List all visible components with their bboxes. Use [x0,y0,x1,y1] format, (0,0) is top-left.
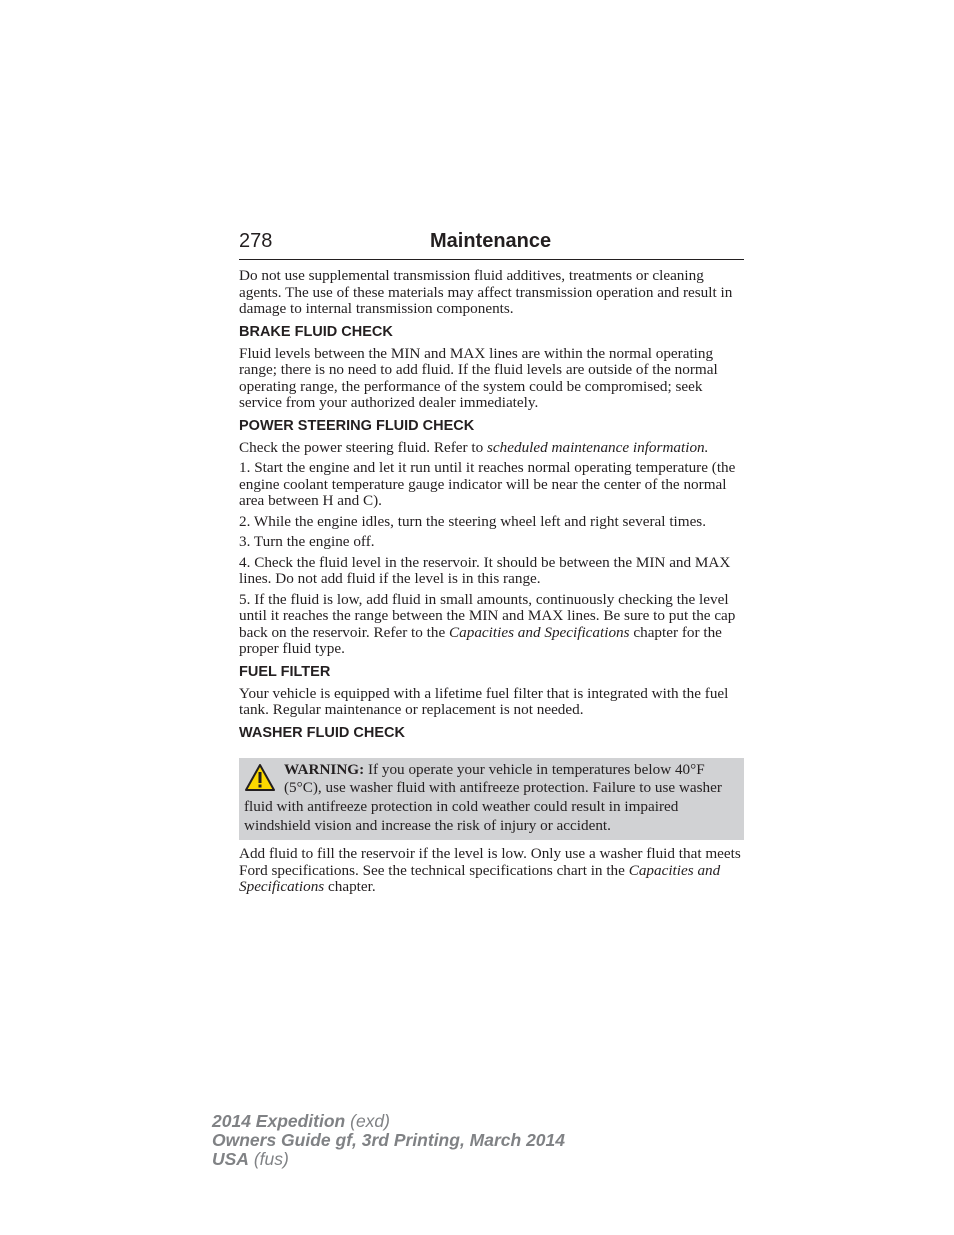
warning-box [239,758,744,841]
step-5-tail: chapter for the proper fluid type. [239,623,722,657]
step-4: 4. Check the fluid level in the reservoir. It should be between the MIN and MAX lines. Do not add fluid if the level is in this range. [239,553,731,587]
washer-fluid-paragraph [239,846,744,896]
footer-line-1 [212,1112,565,1131]
washer-capacities-link: Capacities and Specifications [239,861,721,896]
warning-label: WARNING: [284,760,365,778]
footer-line-3 [212,1150,565,1169]
footer-region-code: (fus) [253,1149,289,1169]
page-content [239,268,744,896]
capacities-link: Capacities and Specifications [449,623,630,641]
warning-triangle-icon [244,763,276,793]
step-1: 1. Start the engine and let it run until it reaches normal operating temperature (the engine coolant temperature gauge indicator will be near the center of the normal area between H and C). [239,459,736,509]
power-steering-heading: POWER STEERING FLUID CHECK [239,417,475,434]
section-title: Maintenance [430,230,552,252]
footer-model: 2014 Expedition [212,1111,346,1131]
washer-fluid-text: Add fluid to fill the reservoir if the level is low. Only use a washer fluid that meets Ford specifications. See the technical specifications chart in the [239,845,741,879]
fuel-filter-paragraph: Your vehicle is equipped with a lifetime fuel filter that is integrated with the fuel tank. Regular maintenance or replacement is not needed. [239,684,729,718]
footer-guide: Owners Guide gf, 3rd Printing, March 2014 [212,1130,565,1150]
power-steering-intro [239,440,744,457]
document-footer [212,1112,565,1169]
washer-fluid-tail: chapter. [328,878,376,896]
step-3: 3. Turn the engine off. [239,533,375,550]
footer-line-2 [212,1131,565,1150]
fuel-filter-heading: FUEL FILTER [239,663,331,680]
step-5-text: 5. If the fluid is low, add fluid in small amounts, continuously checking the level until it reaches the range between the MIN and MAX lines. Be sure to put the cap back on the reservoir. Refer to the [239,590,736,641]
intro-paragraph: Do not use supplemental transmission fluid additives, treatments or cleaning agents. The use of these materials may affect transmission operation and result in damage to internal transmission components. [239,267,733,317]
warning-text [244,761,737,836]
step-2: 2. While the engine idles, turn the steering wheel left and right several times. [239,512,707,530]
washer-fluid-heading: WASHER FLUID CHECK [239,724,405,741]
warning-body: If you operate your vehicle in temperatures below 40°F (5°C), use washer fluid with antifreeze protection. Failure to use washer fluid with antifreeze protection in cold weather could result in impaired windshield vision and increase the risk of injury or accident. [244,760,722,834]
scheduled-maintenance-link: scheduled maintenance information. [486,438,709,456]
page-header [239,229,744,260]
brake-fluid-heading: BRAKE FLUID CHECK [239,323,393,340]
footer-region: USA [212,1149,249,1169]
page-number: 278 [239,230,273,252]
step-5 [239,592,744,658]
footer-model-code: (exd) [350,1111,390,1131]
brake-fluid-paragraph: Fluid levels between the MIN and MAX lines are within the normal operating range; there is no need to add fluid. If the fluid levels are outside of the normal operating range, the performance of the system could be compromised; seek service from your authorized dealer immediately. [239,344,718,411]
power-steering-intro-text: Check the power steering fluid. Refer to [239,438,484,456]
